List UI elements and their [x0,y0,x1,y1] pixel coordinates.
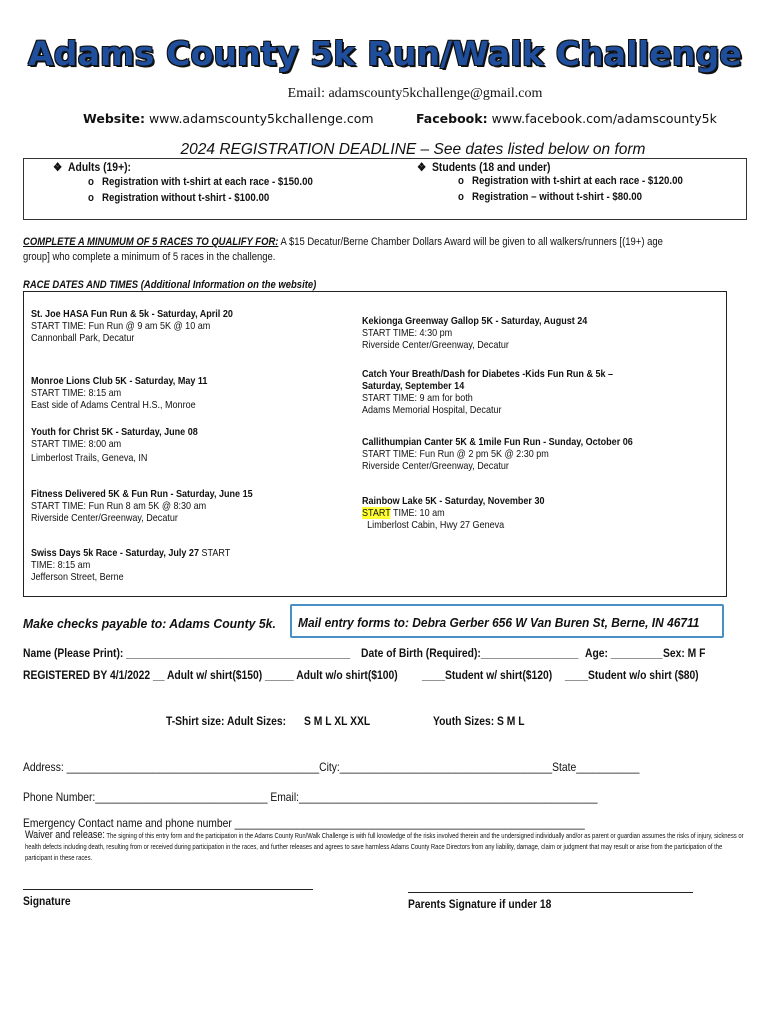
registered-by-options[interactable]: REGISTERED BY 4/1/2022 __ Adult w/ shirt($150) _____ Adult w/o shirt($100) [23,668,398,682]
students-option-without-shirt: o Registration – without t-shirt - $80.00 [458,191,642,203]
race-catch-your-breath: Catch Your Breath/Dash for Diabetes -Kids Fun Run & 5k – Saturday, September 14 START TIME: 9 am for both Adams Memorial Hospital, Decatur [362,368,614,416]
student-without-shirt-option[interactable]: ____Student w/o shirt ($80) [565,668,699,682]
dob-field[interactable]: Date of Birth (Required):_________________ [361,646,579,660]
race-st-joe: St. Joe HASA Fun Run & 5k - Saturday, April 20 START TIME: Fun Run @ 9 am 5K @ 10 am Cannonball Park, Decatur [31,308,233,344]
waiver-label: Waiver and release: [25,829,105,841]
race-callithumpian: Callithumpian Canter 5K & 1mile Fun Run - Sunday, October 06 START TIME: Fun Run @ 2 pm 5K @ 2:30 pm Riverside Center/Greenway, Decatur [362,436,633,472]
phone-email-field[interactable]: Phone Number:______________________________ Email:____________________________________________________ [23,790,598,804]
signature-line[interactable] [23,889,313,890]
students-category: ❖ Students (18 and under) [417,162,551,174]
race-kekionga: Kekionga Greenway Gallop 5K - Saturday, August 24 START TIME: 4:30 pm Riverside Center/Greenway, Decatur [362,315,588,351]
pricing-left-rule [23,158,24,220]
pricing-right-rule [746,158,747,220]
race-youth-for-christ: Youth for Christ 5K - Saturday, June 08 START TIME: 8:00 am Limberlost Trails, Geneva, IN [31,426,198,464]
document-title: Adams County 5k Run/Walk Challenge [28,34,742,73]
adult-size-options[interactable]: S M L XL XXL [304,714,371,728]
parent-signature-line[interactable] [408,892,693,893]
waiver-text: The signing of this entry form and the participation in the Adams County Run/Walk Challenge is with full knowledge of the risks involved therein and the undersigned individually and/or as parent or guardian assumes the risks of injury, sickness or health defects including death, resulting from or received during participation in the races, and further releases and agrees to save harmless Adams County Race Directors from any liability, damage, claim or judgment that may result or arise from the participation of the participant in these races. [25,831,744,862]
address-field[interactable]: Address: ____________________________________________City:_____________________________________State___________ [23,760,640,774]
contact-email: Email: adamscounty5kchallenge@gmail.com [287,86,543,101]
bullet-icon: ❖ [53,162,63,174]
waiver-release [25,830,747,863]
registration-deadline: 2024 REGISTRATION DEADLINE – See dates listed below on form [180,141,646,158]
sub-bullet-icon: o [88,192,94,204]
race-section-heading: RACE DATES AND TIMES (Additional Information on the website) [23,279,317,291]
pricing-bottom-rule [23,219,747,220]
pricing-top-rule [23,158,747,159]
facebook-line [416,111,717,126]
race-fitness-delivered: Fitness Delivered 5K & Fun Run - Saturday, June 15 START TIME: Fun Run 8 am 5K @ 8:30 am Riverside Center/Greenway, Decatur [31,488,253,524]
race-rainbow-lake: Rainbow Lake 5K - Saturday, November 30 START TIME: 10 am Limberlost Cabin, Hwy 27 Geneva [362,495,545,531]
students-option-with-shirt: o Registration with t-shirt at each race - $120.00 [458,175,683,187]
facebook-label: Facebook: [416,111,488,126]
website-label: Website: [83,111,145,126]
sub-bullet-icon: o [458,175,464,187]
race-swiss-days: Swiss Days 5k Race - Saturday, July 27 START TIME: 8:15 am Jefferson Street, Berne [31,547,231,583]
age-field[interactable]: Age: _________ [585,646,663,660]
sex-field[interactable]: Sex: M F [663,646,706,660]
sub-bullet-icon: o [458,191,464,203]
sub-bullet-icon: o [88,176,94,188]
facebook-url[interactable]: www.facebook.com/adamscounty5k [491,111,717,126]
youth-size-options[interactable]: Youth Sizes: S M L [433,714,525,728]
adults-category: ❖ Adults (19+): [53,162,132,174]
mail-entry-address: Mail entry forms to: Debra Gerber 656 W Van Buren St, Berne, IN 46711 [298,615,700,630]
qualify-line-2: group] who complete a minimum of 5 races in the challenge. [23,251,276,263]
race-monroe-lions: Monroe Lions Club 5K - Saturday, May 11 START TIME: 8:15 am East side of Adams Central H.S., Monroe [31,375,208,411]
highlighted-text: START [362,507,391,519]
website-url[interactable]: www.adamscounty5kchallenge.com [148,111,374,126]
student-with-shirt-option[interactable]: ____Student w/ shirt($120) [422,668,553,682]
qualify-line-1: COMPLETE A MINUMUM OF 5 RACES TO QUALIFY FOR: A $15 Decatur/Berne Chamber Dollars Award will be given to all walkers/runners [(19+) age [23,236,663,248]
signature-label: Signature [23,894,71,908]
qualify-heading: COMPLETE A MINUMUM OF 5 RACES TO QUALIFY FOR: [23,236,279,248]
checks-payable: Make checks payable to: Adams County 5k. [23,616,276,631]
website-line [83,111,374,126]
adults-option-with-shirt: o Registration with t-shirt at each race - $150.00 [88,176,313,188]
name-field[interactable]: Name (Please Print): _______________________________________ [23,646,351,660]
tshirt-size-label: T-Shirt size: Adult Sizes: [166,714,287,728]
emergency-contact-field[interactable]: Emergency Contact name and phone number _____________________________________________________________ [23,816,585,830]
adults-option-without-shirt: o Registration without t-shirt - $100.00 [88,192,270,204]
bullet-icon: ❖ [417,162,427,174]
parent-signature-label: Parents Signature if under 18 [408,897,552,911]
